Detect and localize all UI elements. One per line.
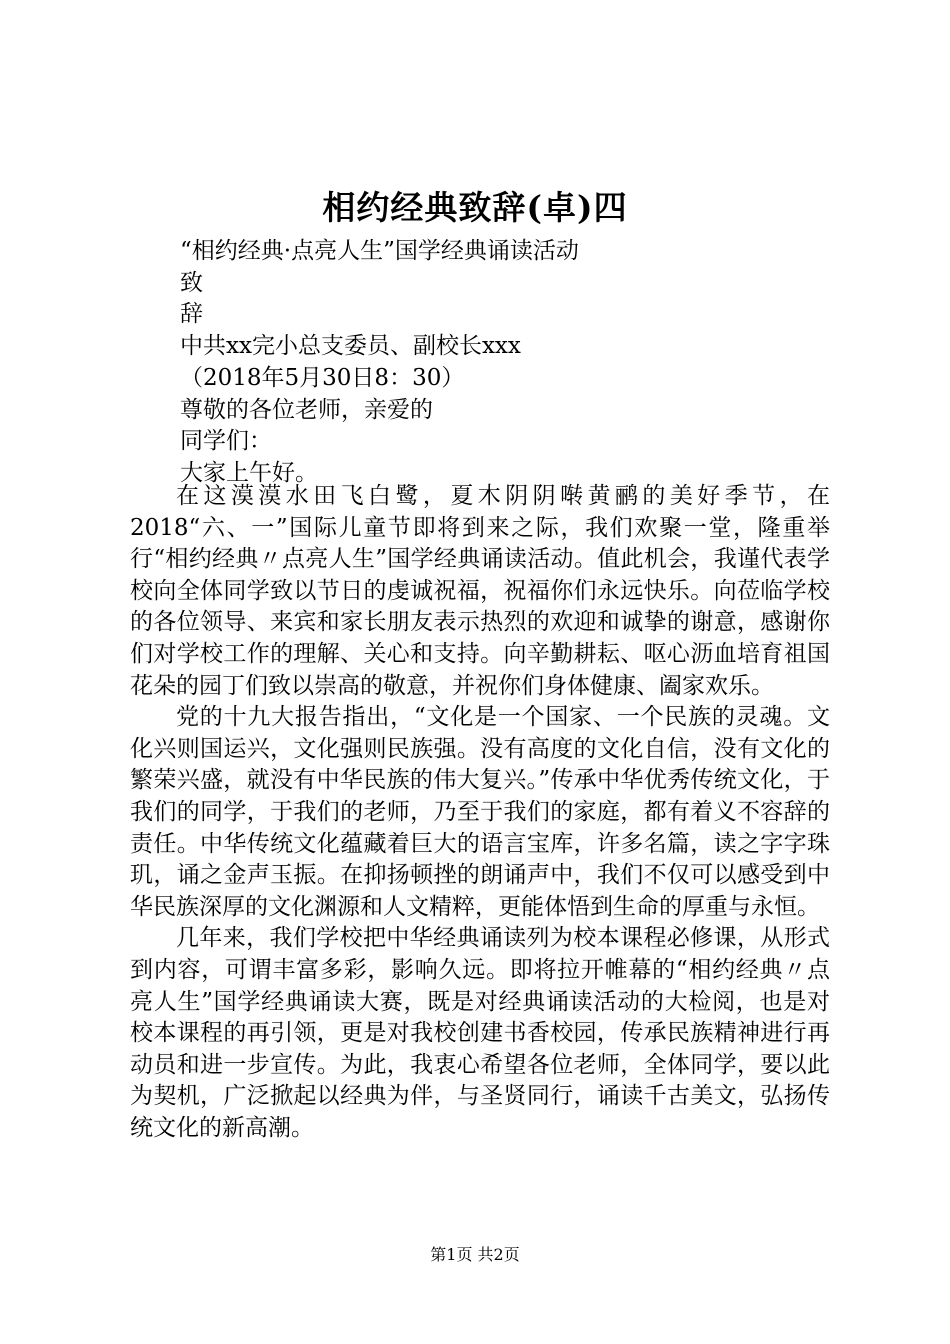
- speech-label-line-2: 辞: [180, 301, 203, 328]
- document-title: 相约经典致辞(卓)四: [322, 188, 628, 227]
- event-name-line: “相约经典·点亮人生”国学经典诵读活动: [180, 238, 579, 264]
- speech-label-line-1: 致: [180, 269, 203, 296]
- speech-header: [180, 236, 880, 490]
- speech-body: [130, 481, 830, 1144]
- page-footer: 第1页 共2页: [430, 1245, 520, 1264]
- date-line: （2018年5月30日8：30）: [180, 364, 465, 391]
- speaker-line: 中共xx完小总支委员、副校长xxx: [180, 333, 521, 360]
- greeting-line: 大家上午好。: [180, 459, 318, 486]
- salutation-line-2: 同学们：: [180, 428, 272, 455]
- paragraph: 党的十九大报告指出，“文化是一个国家、一个民族的灵魂。文化兴则国运兴，文化强则民族强。没有高度的文化自信，没有文化的繁荣兴盛，就没有中华民族的伟大复兴。”传承中华优秀传统文化，于我们的同学，于我们的老师，乃至于我们的家庭，都有着义不容辞的责任。中华传统文化蕴藏着巨大的语言宝库，许多名篇，读之字字珠玑，诵之金声玉振。在抑扬顿挫的朗诵声中，我们不仅可以感受到中华民族深厚的文化渊源和人文精粹，更能体悟到生命的厚重与永恒。: [130, 704, 830, 920]
- paragraph: 几年来，我们学校把中华经典诵读列为校本课程必修课，从形式到内容，可谓丰富多彩，影响久远。即将拉开帷幕的“相约经典〃点亮人生”国学经典诵读大赛，既是对经典诵读活动的大检阅，也是对校本课程的再引领，更是对我校创建书香校园，传承民族精神进行再动员和进一步宣传。为此，我衷心希望各位老师，全体同学，要以此为契机，广泛掀起以经典为伴，与圣贤同行，诵读千古美文，弘扬传统文化的新高潮。: [130, 925, 830, 1141]
- paragraph: 在这漠漠水田飞白鹭，夏木阴阴啭黄鹂的美好季节，在2018“六、一”国际儿童节即将到来之际，我们欢聚一堂，隆重举行“相约经典〃点亮人生”国学经典诵读活动。值此机会，我谨代表学校向全体同学致以节日的虔诚祝福，祝福你们永远快乐。向莅临学校的各位领导、来宾和家长朋友表示热烈的欢迎和诚挚的谢意，感谢你们对学校工作的理解、关心和支持。向辛勤耕耘、呕心沥血培育祖国花朵的园丁们致以崇高的敬意，并祝你们身体健康、阖家欢乐。: [130, 483, 830, 699]
- salutation-line-1: 尊敬的各位老师，亲爱的: [180, 396, 433, 423]
